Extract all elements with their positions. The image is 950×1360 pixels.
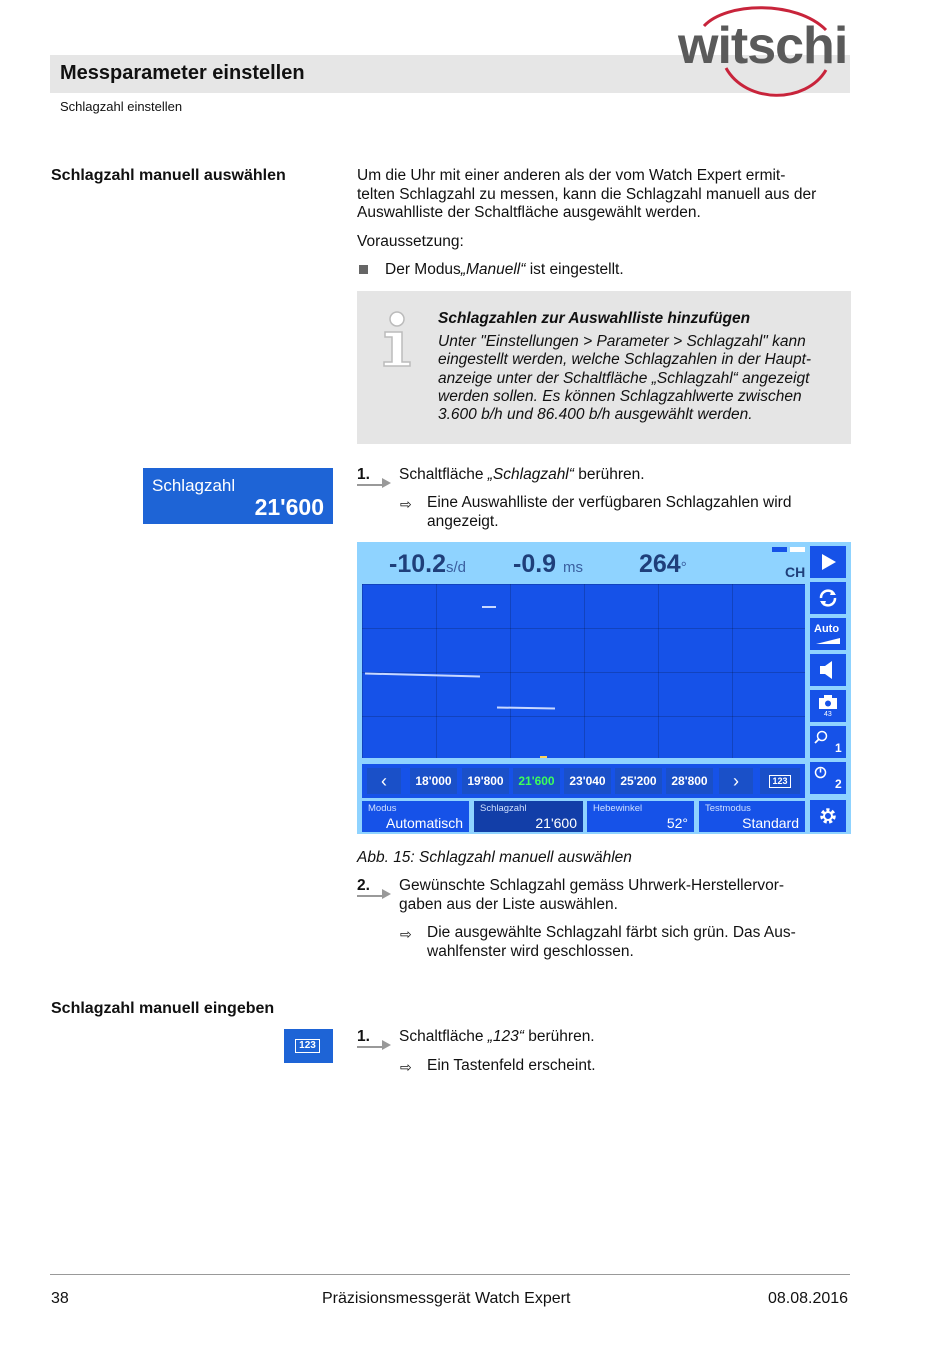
section-heading-enter: Schlagzahl manuell eingeben [51, 1000, 275, 1017]
keypad-label: 123 [769, 775, 790, 788]
rate-option[interactable]: 23'040 [564, 768, 611, 794]
trace-marker [540, 756, 547, 758]
start-button[interactable] [810, 546, 846, 578]
trace-segment [482, 606, 496, 608]
param-value: Automatisch [386, 815, 464, 831]
photo-button[interactable] [810, 690, 846, 722]
footer-title: Präzisionsmessgerät Watch Expert [322, 1290, 571, 1307]
result-arrow-icon: ⇨ [400, 496, 412, 512]
amplitude-readout [639, 550, 687, 579]
rate-unit: s/d [445, 559, 466, 576]
prereq-mode: „Manuell“ [460, 261, 526, 278]
intro-line: Auswahlliste der Schaltfläche ausgewählt werden. [357, 204, 701, 221]
step-number: 1. [357, 1028, 370, 1045]
figure-caption: Abb. 15: Schlagzahl manuell auswählen [357, 849, 632, 866]
keypad-button-label: 123 [295, 1039, 320, 1053]
step-underline [357, 895, 383, 897]
trace-segment [497, 706, 555, 709]
schlagzahl-button[interactable] [143, 468, 333, 524]
beat-error-value: -0.9 [513, 550, 557, 578]
zoom-level: 1 [835, 741, 842, 755]
info-icon [380, 310, 414, 368]
step-arrow-icon [382, 1040, 391, 1050]
magnifier-icon [814, 730, 828, 744]
prerequisite-item [385, 261, 624, 280]
step-arrow-icon [382, 889, 391, 899]
sound-button[interactable] [810, 654, 846, 686]
param-label: Testmodus [705, 803, 751, 814]
result-line: Eine Auswahlliste der verfügbaren Schlagzahlen wird [427, 494, 792, 511]
status-bar-icon [772, 547, 787, 552]
page-title: Messparameter einstellen [60, 62, 305, 84]
step-result [427, 494, 791, 531]
note-line: eingestellt werden, welche Schlagzahlen in der Haupt- [438, 351, 812, 369]
rate-selection-list [362, 764, 805, 798]
intro-line: Um die Uhr mit einer anderen als der vom Watch Expert ermit- [357, 167, 786, 184]
channel-label: CH [785, 564, 806, 580]
timer-button[interactable] [810, 762, 846, 794]
step-prefix: Schaltfläche [399, 466, 484, 483]
test-mode-param-button[interactable] [699, 801, 805, 832]
param-label: Modus [368, 803, 397, 814]
step-arrow-icon [382, 478, 391, 488]
amplitude-value: 264 [639, 550, 681, 578]
step-target: „123“ [487, 1028, 524, 1045]
step-instruction [399, 466, 645, 485]
page-number: 38 [51, 1290, 69, 1307]
rate-option-selected[interactable]: 21'600 [513, 768, 560, 794]
intro-paragraph [357, 167, 816, 223]
photo-count: 43 [824, 711, 832, 718]
rate-readout [389, 550, 466, 579]
param-label: Hebewinkel [593, 803, 643, 814]
next-rates-button[interactable]: › [719, 768, 753, 794]
measurement-graph [362, 584, 805, 758]
lift-angle-param-button[interactable] [587, 801, 694, 832]
step-instruction [399, 877, 784, 914]
footer-date: 08.08.2016 [768, 1290, 849, 1307]
schlagzahl-button-value: 21'600 [254, 494, 324, 520]
auto-label: Auto [814, 623, 840, 635]
prereq-prefix: Der Modus [385, 261, 461, 278]
param-value: 21'600 [535, 815, 577, 831]
result-line: angezeigt. [427, 512, 499, 530]
page-subtitle: Schlagzahl einstellen [60, 99, 183, 114]
note-line: Unter "Einstellungen > Parameter > Schlagzahl" kann [438, 333, 806, 350]
step-instruction [399, 1028, 595, 1047]
schlagzahl-button-label: Schlagzahl [152, 476, 236, 495]
play-icon [822, 554, 836, 570]
rate-param-button[interactable] [474, 801, 583, 832]
beat-error-unit: ms [563, 559, 584, 576]
step-number: 1. [357, 466, 370, 483]
note-line: 3.600 b/h und 86.400 b/h ausgewählt werden. [438, 406, 753, 424]
rate-value: -10.2 [389, 550, 446, 578]
footer-divider [50, 1274, 850, 1275]
device-screen [357, 542, 851, 834]
keypad-button-image[interactable] [284, 1029, 333, 1063]
gear-icon [818, 806, 838, 826]
param-value: 52° [666, 815, 688, 831]
rate-option[interactable]: 28'800 [666, 768, 713, 794]
keypad-button[interactable] [760, 768, 800, 794]
step-underline [357, 484, 383, 486]
note-title: Schlagzahlen zur Auswahlliste hinzufügen [438, 310, 751, 327]
settings-button[interactable] [810, 800, 846, 832]
bullet-square-icon [359, 265, 368, 274]
rate-option[interactable]: 25'200 [615, 768, 662, 794]
timer-value: 2 [835, 777, 842, 791]
result-arrow-icon: ⇨ [400, 1059, 412, 1075]
result-arrow-icon: ⇨ [400, 926, 412, 942]
status-bar-icon [790, 547, 805, 552]
step-underline [357, 1046, 383, 1048]
step-suffix: berühren. [578, 466, 645, 483]
result-line: Die ausgewählte Schlagzahl färbt sich grün. Das Aus- [427, 924, 796, 941]
note-text [438, 333, 843, 424]
camera-icon [819, 695, 837, 709]
intro-line: telten Schlagzahl zu messen, kann die Schlagzahl manuell aus der [357, 185, 817, 203]
param-value: Standard [742, 815, 799, 831]
timer-icon [814, 766, 827, 779]
rate-option[interactable]: 19'800 [462, 768, 509, 794]
step-result [427, 924, 796, 961]
amplitude-unit: ° [680, 559, 687, 576]
step-prefix: Schaltfläche [399, 1028, 484, 1045]
prereq-suffix: ist eingestellt. [529, 261, 624, 278]
result-line: wahlfenster wird geschlossen. [427, 942, 634, 960]
auto-button[interactable] [810, 618, 846, 650]
step-target: „Schlagzahl“ [487, 466, 574, 483]
mode-param-button[interactable] [362, 801, 469, 832]
section-heading-select: Schlagzahl manuell auswählen [51, 167, 286, 184]
ramp-icon [816, 638, 840, 644]
step-suffix: berühren. [528, 1028, 595, 1045]
speaker-icon [820, 661, 836, 679]
step-result: Ein Tastenfeld erscheint. [427, 1057, 596, 1074]
note-line: anzeige unter der Schaltfläche „Schlagzahl“ angezeigt [438, 369, 810, 387]
logo-text: witschi [678, 17, 848, 75]
beat-error-readout [513, 550, 583, 579]
rate-option[interactable]: 18'000 [410, 768, 457, 794]
step-line: gaben aus der Liste auswählen. [399, 895, 618, 913]
zoom-button[interactable] [810, 726, 846, 758]
refresh-icon [817, 587, 839, 609]
previous-rates-button[interactable]: ‹ [367, 768, 401, 794]
trace-segment [365, 672, 480, 677]
note-line: werden sollen. Es können Schlagzahlwerte zwischen [438, 387, 802, 405]
param-label: Schlagzahl [480, 803, 527, 814]
refresh-button[interactable] [810, 582, 846, 614]
step-line: Gewünschte Schlagzahl gemäss Uhrwerk-Herstellervor- [399, 877, 785, 894]
prerequisite-label: Voraussetzung: [357, 233, 464, 250]
step-number: 2. [357, 877, 370, 894]
